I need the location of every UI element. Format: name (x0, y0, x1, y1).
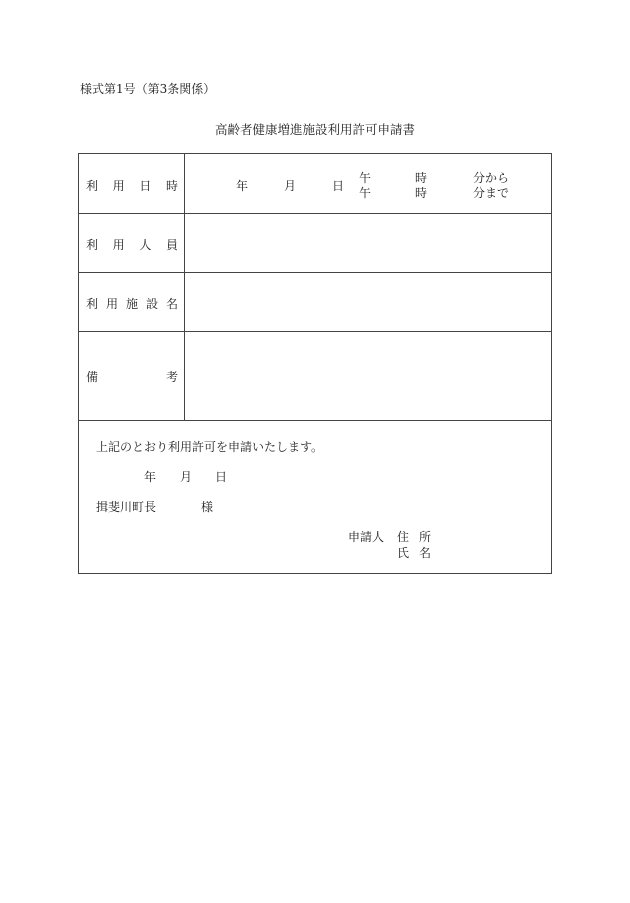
field-end-min: 分まで (473, 186, 510, 200)
label-number-of-users: 利 用 人 員 (86, 238, 178, 252)
row-divider (79, 272, 551, 273)
field-day: 日 (332, 179, 345, 193)
application-date-day: 日 (215, 470, 228, 484)
row-divider (79, 331, 551, 332)
label-facility-name: 利 用 施 設 名 (86, 297, 178, 311)
field-start-ampm: 午 (359, 171, 372, 185)
field-year: 年 (236, 179, 249, 193)
row-divider (79, 213, 551, 214)
field-month: 月 (284, 179, 297, 193)
column-divider (184, 154, 185, 420)
name-label-1: 氏 (397, 546, 410, 560)
recipient: 揖斐川町長 (96, 500, 157, 514)
application-table (78, 153, 552, 574)
address-label-1: 住 (397, 530, 410, 544)
field-start-min: 分から (473, 171, 510, 185)
form-title: 高齢者健康増進施設利用許可申請書 (214, 122, 415, 137)
label-remarks: 備 考 (86, 370, 178, 384)
field-end-hour: 時 (415, 186, 428, 200)
field-end-ampm: 午 (359, 186, 372, 200)
application-date-year: 年 (144, 470, 157, 484)
recipient-honorific: 様 (201, 500, 214, 514)
row-divider (79, 420, 551, 421)
address-label-2: 所 (419, 530, 432, 544)
name-label-2: 名 (419, 546, 432, 560)
application-date-month: 月 (180, 470, 193, 484)
form-number: 様式第1号（第3条関係） (80, 82, 216, 96)
applicant-label: 申請人 (348, 530, 385, 544)
field-start-hour: 時 (415, 171, 428, 185)
label-usage-datetime: 利 用 日 時 (86, 179, 178, 193)
application-statement: 上記のとおり利用許可を申請いたします。 (96, 440, 324, 454)
